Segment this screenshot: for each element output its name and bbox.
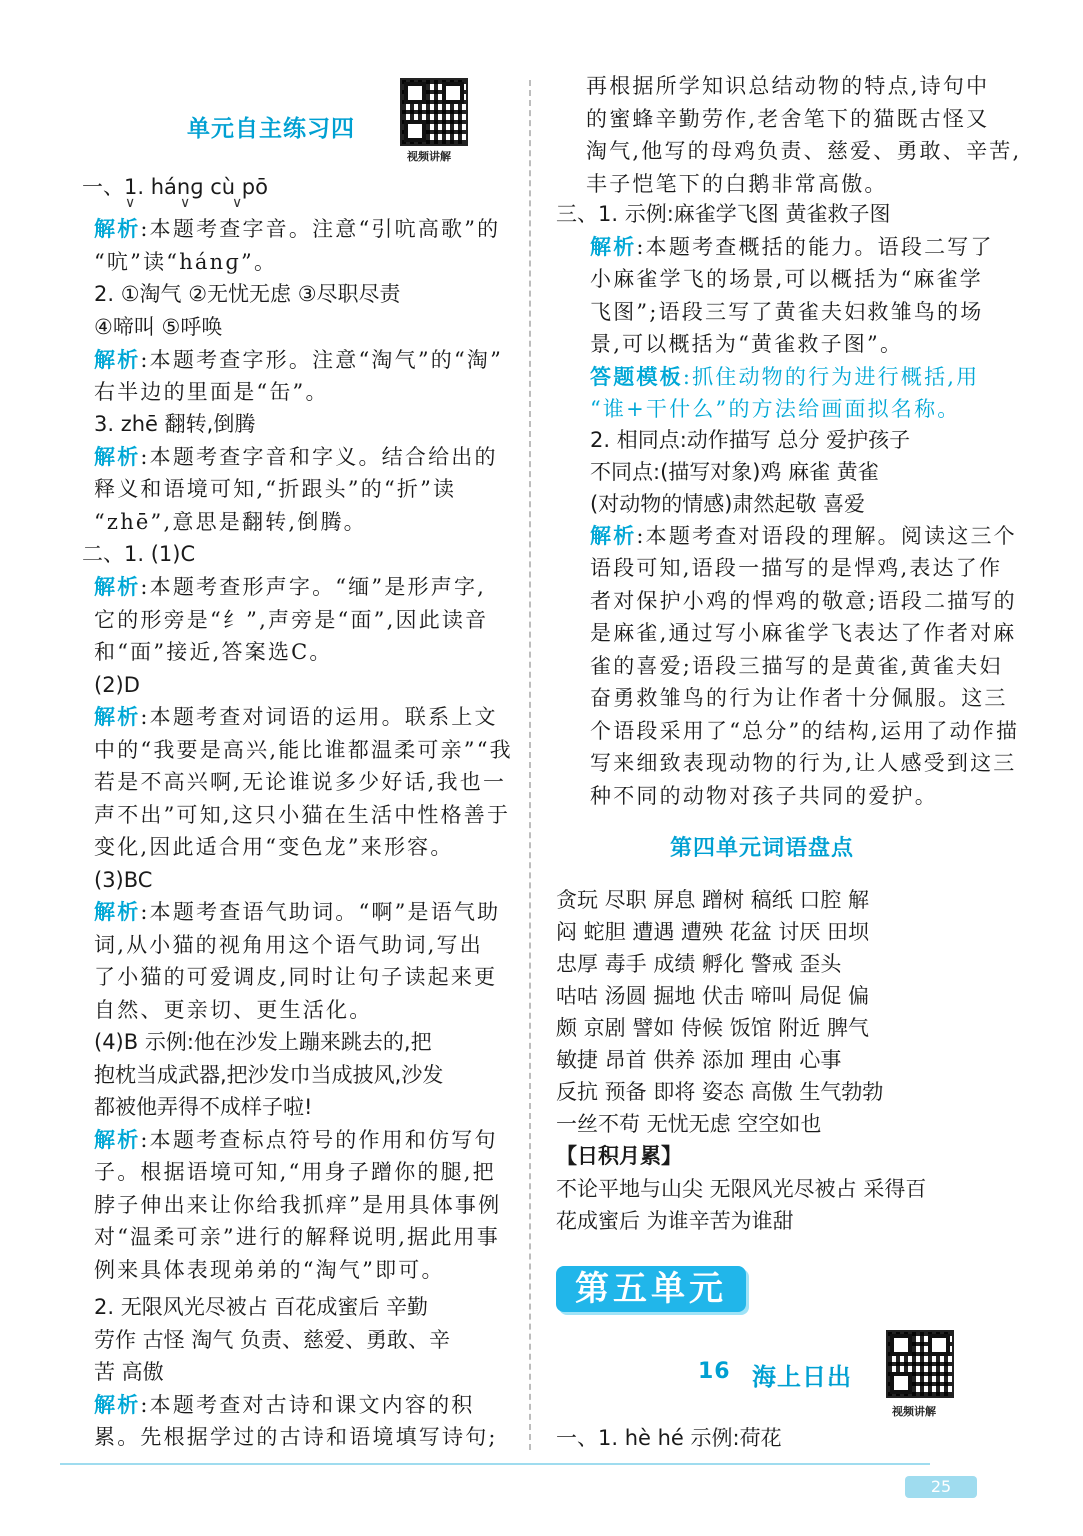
column-divider [529,80,531,1450]
left-line: 都被他弄得不成样子啦! [94,1095,313,1119]
left-line: 子。根据语境可知,“用身子蹭你的腿,把 [94,1160,496,1184]
left-line: 解析:本题考查语气助词。“啊”是语气助 [94,899,501,924]
left-line: 词,从小猫的视角用这个语气助词,写出 [94,933,483,957]
analysis-label: 解析 [94,1392,141,1417]
left-line: 脖子伸出来让你给我抓痒”是用具体事例 [94,1193,502,1217]
left-line: 释义和语境可知,“折跟头”的“折”读 [94,477,457,501]
vocab-line: 一丝不苟 无忧无虑 空空如也 [556,1112,822,1136]
vocab-line: 忠厚 毒手 成绩 孵化 警戒 歪头 [556,952,842,976]
analysis-label: 解析 [94,704,141,729]
vocab-line: 颇 京剧 譬如 侍候 饭馆 附近 脾气 [556,1016,870,1040]
riji-label: 【日积月累】 [556,1144,682,1168]
right-line: 不同点:(描写对象)鸡 麻雀 黄雀 [590,460,879,484]
analysis-label: 解析 [94,899,141,924]
analysis-label: 解析 [94,216,141,241]
qr-label: 视频讲解 [407,150,451,163]
left-line: 一、1. hánɡ cù pō [82,175,268,199]
right-line: “谁+干什么”的方法给画面拟名称。 [590,397,961,421]
right-line: 解析:本题考查概括的能力。语段二写了 [590,234,994,259]
right-line: 解析:本题考查对语段的理解。阅读这三个 [590,523,1017,548]
analysis-label: 解析 [94,1127,141,1152]
analysis-label: 答题模板 [590,364,683,389]
analysis-label: 解析 [94,574,141,599]
analysis-label: 解析 [94,444,141,469]
right-line: 雀的喜爱;语段三描写的是黄雀,黄雀夫妇 [590,654,1003,678]
left-line: ④啼叫 ⑤呼唤 [94,315,223,339]
left-line: 例来具体表现弟弟的“淘气”即可。 [94,1258,445,1282]
right-line: 2. 相同点:动作描写 总分 爱护孩子 [590,428,911,452]
left-line: 中的“我要是高兴,能比谁都温柔可亲”“我 [94,738,513,762]
final-line: 一、1. hè hé 示例:荷花 [556,1426,782,1450]
left-line: 抱枕当成武器,把沙发巾当成披风,沙发 [94,1063,444,1087]
tone-mark: ∨ [125,195,136,211]
left-line: 苦 高傲 [94,1360,164,1384]
qr-code-icon[interactable] [886,1330,954,1398]
page-number: 25 [905,1476,977,1498]
analysis-label: 解析 [590,523,637,548]
left-line: 声不出”可知,这只小猫在生活中性格善于 [94,803,511,827]
left-line: 解析:本题考查字音。注意“引吭高歌”的 [94,216,501,241]
left-line: 解析:本题考查字形。注意“淘气”的“淘” [94,347,504,372]
left-line: 二、1. (1)C [82,542,196,566]
left-line: “吭”读“hánɡ”。 [94,250,278,274]
left-line: 劳作 古怪 淘气 负责、慈爱、勇敢、辛 [94,1328,451,1352]
right-line: 个语段采用了“总分”的结构,运用了动作描 [590,719,1020,743]
left-line: 右半边的里面是“缶”。 [94,380,329,404]
riji-line: 花成蜜后 为谁辛苦为谁甜 [556,1209,794,1233]
left-line: “zhē”,意思是翻转,倒腾。 [94,510,367,534]
right-line: 种不同的动物对孩子共同的爱护。 [590,784,938,808]
left-line: 若是不高兴啊,无论谁说多少好话,我也一 [94,770,507,794]
left-line: (4)B 示例:他在沙发上蹦来跳去的,把 [94,1030,432,1054]
left-line: 解析:本题考查标点符号的作用和仿写句 [94,1127,498,1152]
right-line: 写来细致表现动物的行为,让人感受到这三 [590,751,1017,775]
footer-line [60,1463,930,1465]
left-line: 变化,因此适合用“变色龙”来形容。 [94,835,454,859]
right-line: 景,可以概括为“黄雀救子图”。 [590,332,904,356]
vocab-line: 敏捷 昂首 供养 添加 理由 心事 [556,1048,842,1072]
right-line: (对动物的情感)肃然起敬 喜爱 [590,492,866,516]
left-line: 3. zhē 翻转,倒腾 [94,412,256,436]
qr-label: 视频讲解 [892,1405,936,1418]
lesson-number: 16 [698,1359,731,1384]
right-line: 奋勇救雏鸟的行为让作者十分佩服。这三 [590,686,1008,710]
right-line: 者对保护小鸡的悍鸡的敬意;语段二描写的 [590,589,1017,613]
left-line: (2)D [94,673,140,697]
vocab-title: 第四单元词语盘点 [670,836,855,861]
right-line: 再根据所学知识总结动物的特点,诗句中 [586,74,990,98]
analysis-label: 解析 [590,234,637,259]
lesson-title: 海上日出 [752,1363,852,1391]
right-line: 三、1. 示例:麻雀学飞图 黄雀救子图 [556,202,891,226]
left-line: 对“温柔可亲”进行的解释说明,据此用事 [94,1225,500,1249]
left-line: 2. ①淘气 ②无忧无虑 ③尽职尽责 [94,282,401,306]
right-line: 的蜜蜂辛勤劳作,老舍笔下的猫既古怪又 [586,107,990,131]
left-line: 2. 无限风光尽被占 百花成蜜后 辛勤 [94,1295,429,1319]
right-line: 丰子恺笔下的白鹅非常高傲。 [586,172,888,196]
left-line: (3)BC [94,868,153,892]
left-line: 解析:本题考查对古诗和课文内容的积 [94,1392,475,1417]
right-line: 是麻雀,通过写小麻雀学飞表达了作者对麻 [590,621,1017,645]
right-line: 飞图”;语段三写了黄雀夫妇救雏鸟的场 [590,300,984,324]
left-line: 了小猫的可爱调皮,同时让句子读起来更 [94,965,498,989]
right-line: 小麻雀学飞的场景,可以概括为“麻雀学 [590,267,984,291]
qr-code-icon[interactable] [400,78,468,146]
left-line: 和“面”接近,答案选C。 [94,640,333,664]
right-line: 答题模板:抓住动物的行为进行概括,用 [590,364,980,389]
left-line: 解析:本题考查字音和字义。结合给出的 [94,444,498,469]
left-line: 解析:本题考查对词语的运用。联系上文 [94,704,498,729]
unit-five-badge: 第五单元 [556,1266,746,1312]
vocab-line: 反抗 预备 即将 姿态 高傲 生气勃勃 [556,1080,884,1104]
left-line: 解析:本题考查形声字。“缅”是形声字, [94,574,487,599]
riji-line: 不论平地与山尖 无限风光尽被占 采得百 [556,1177,927,1201]
vocab-line: 闷 蛇胆 遭遇 遭殃 花盆 讨厌 田坝 [556,920,870,944]
tone-mark: ∨ [232,195,243,211]
left-line: 累。先根据学过的古诗和语境填写诗句; [94,1425,498,1449]
left-line: 它的形旁是“纟”,声旁是“面”,因此读音 [94,608,489,632]
left-title: 单元自主练习四 [187,116,355,142]
left-line: 自然、更亲切、更生活化。 [94,998,373,1022]
tone-mark: ∨ [180,195,191,211]
right-line: 语段可知,语段一描写的是悍鸡,表达了作 [590,556,1003,580]
analysis-label: 解析 [94,347,141,372]
right-line: 淘气,他写的母鸡负责、慈爱、勇敢、辛苦, [586,139,1022,163]
vocab-line: 咕咕 汤圆 掘地 伏击 啼叫 局促 偏 [556,984,870,1008]
vocab-line: 贪玩 尽职 屏息 蹭树 稿纸 口腔 解 [556,888,870,912]
